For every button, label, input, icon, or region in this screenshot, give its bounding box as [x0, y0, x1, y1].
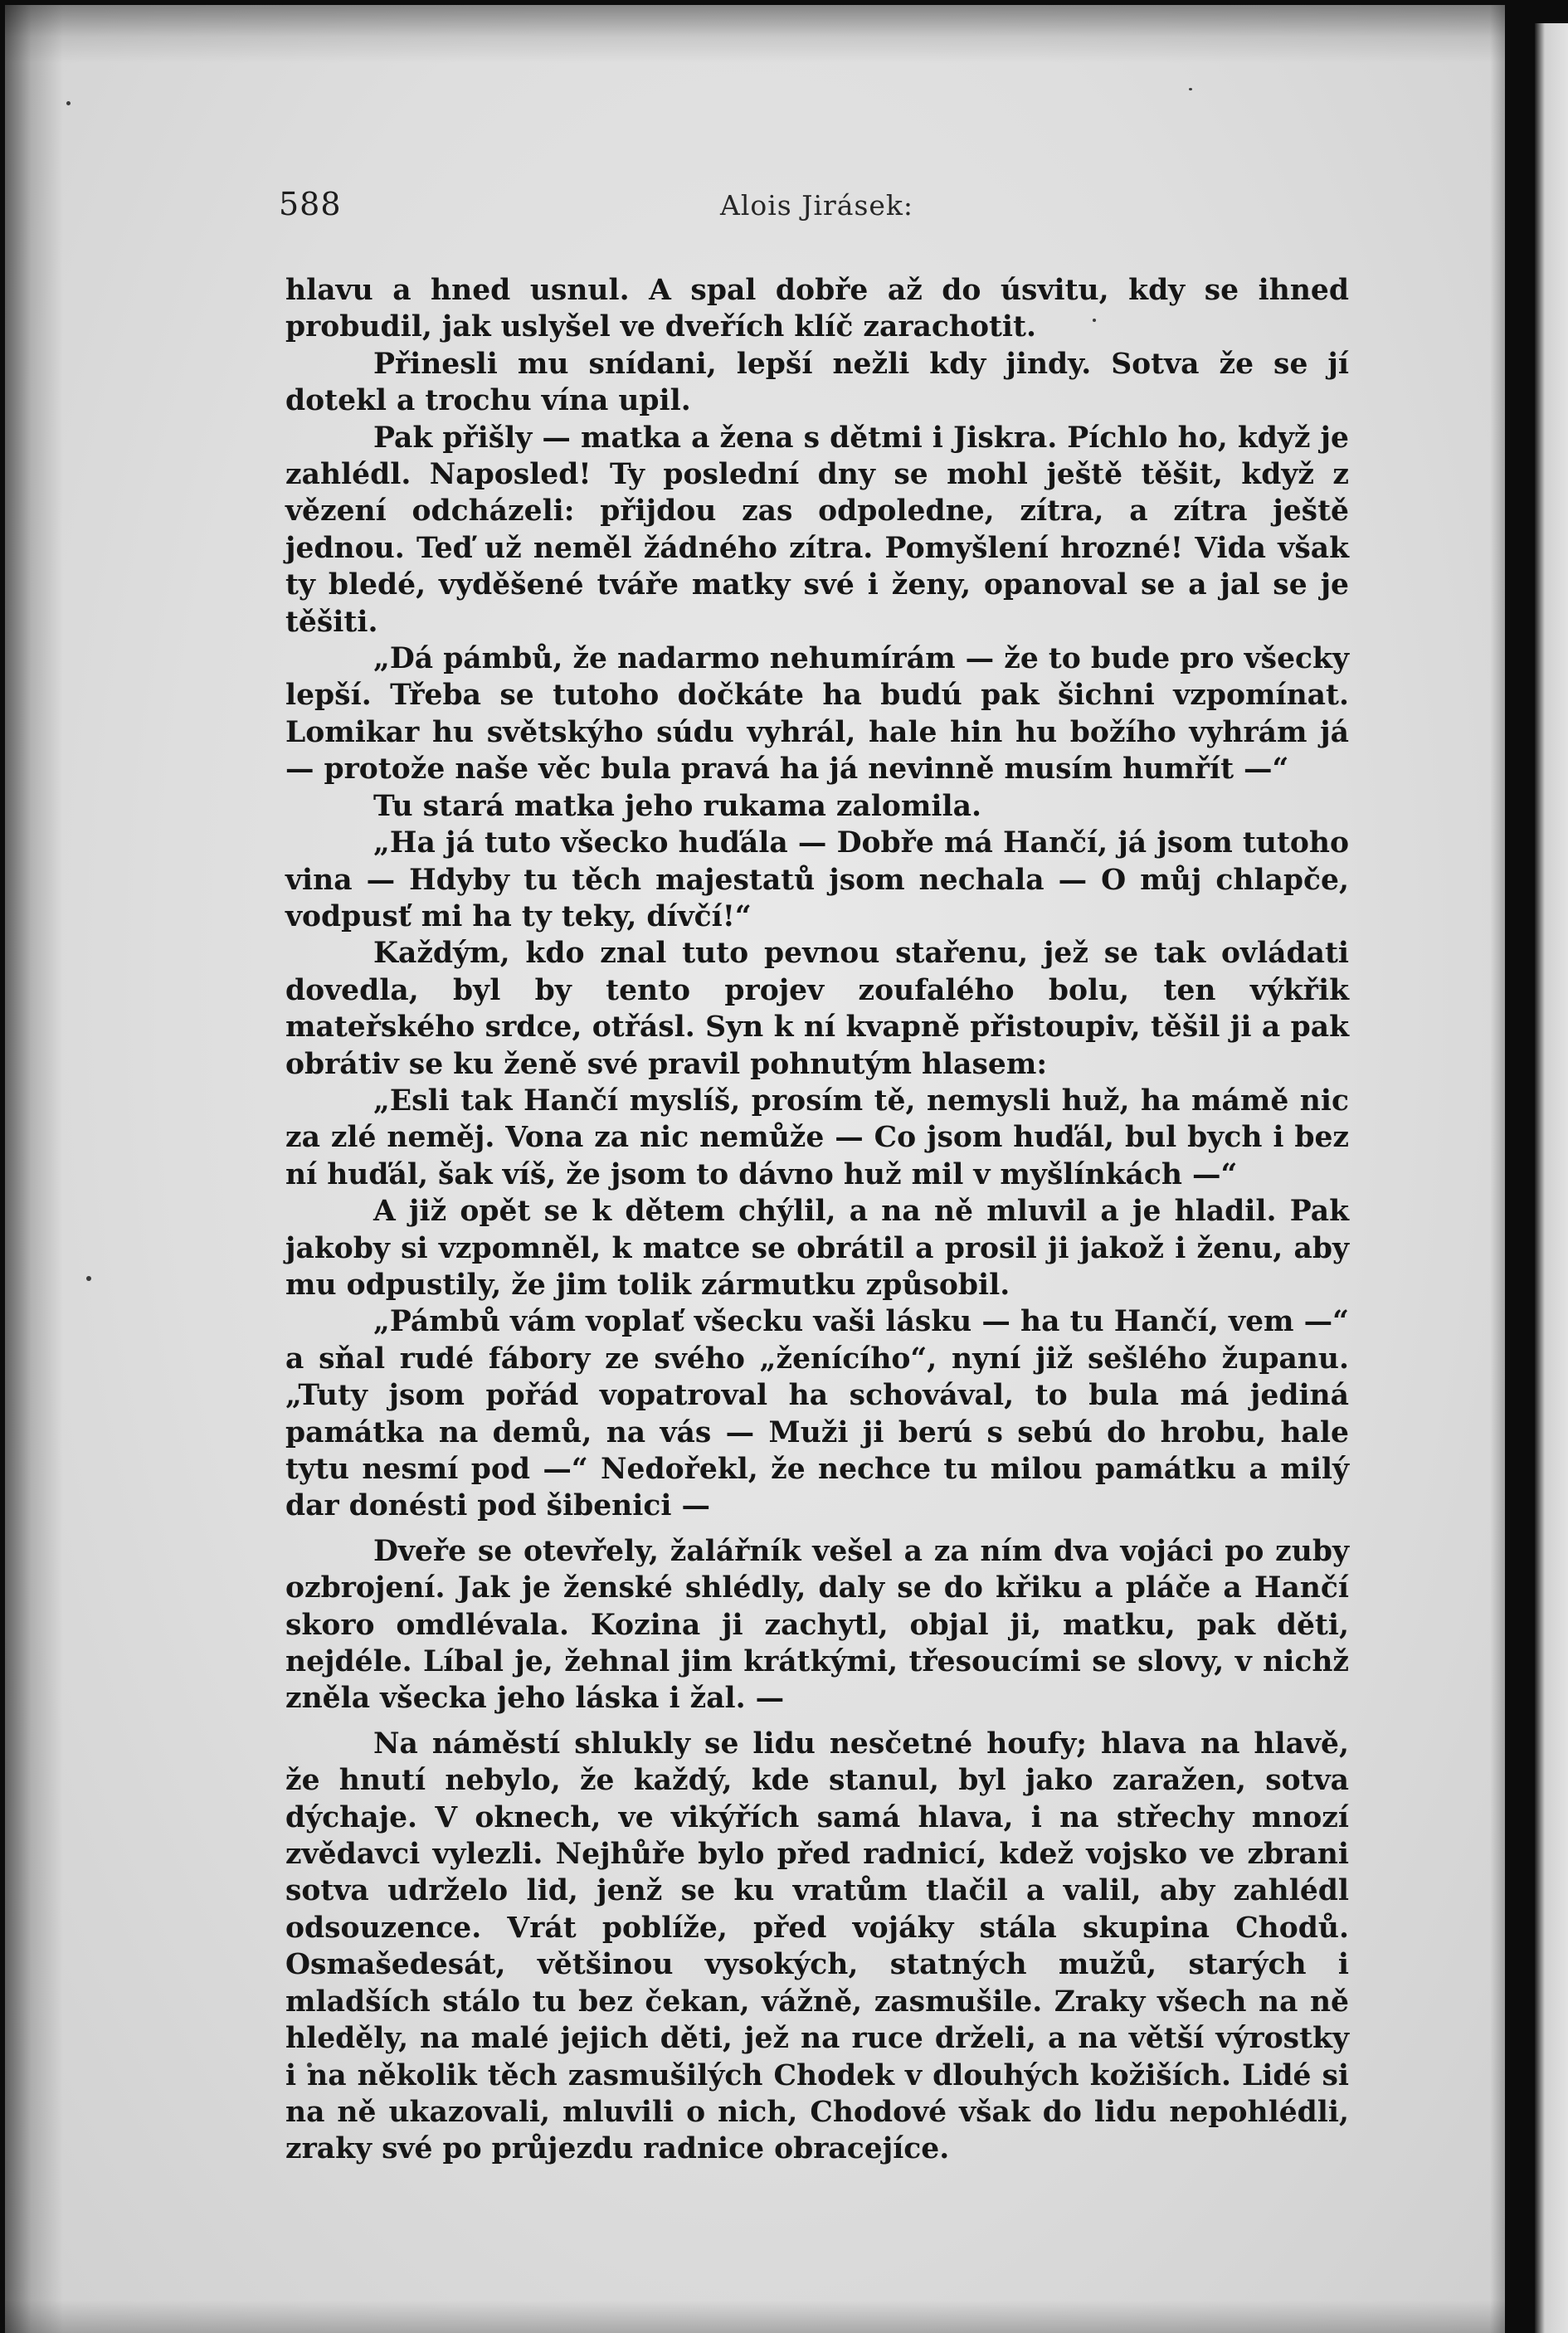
paragraph: Pak přišly — matka a žena s dětmi i Jiskra. Píchlo ho, když je zahlédl. Naposled! Ty poslední dny se mohl ještě těšit, když z vězení odcházeli: přijdou zas odpoledne, zítra, a zítra ještě jednou. Teď už neměl žádného zítra. Pomyšlení hrozné! Vida však ty bledé, vyděšené tváře matky své i ženy, opanoval se a jal se je těšiti. [285, 421, 1349, 639]
paragraph: Každým, kdo znal tuto pevnou stařenu, jež se tak ovládati dovedla, byl by tento projev zoufalého bolu, ten výkřik mateřského srdce, otřásl. Syn k ní kvapně přistoupiv, těšil ji a pak obrátiv se ku ženě své pravil pohnutým hlasem: [285, 937, 1349, 1081]
paragraph: hlavu a hned usnul. A spal dobře až do úsvitu, kdy se ihned probudil, jak uslyšel ve dveřích klíč zarachotit. [285, 274, 1349, 344]
paragraph: Tu stará matka jeho rukama zalomila. [373, 789, 981, 823]
paragraph: „Pámbů vám voplať všecku vaši lásku — ha tu Hančí, vem —“ a sňal rudé fábory ze svého „ženícího“, nyní již sešlého županu. „Tuty jsom pořád vopatroval ha schovával, to bula má jediná památka na demů, na vás — Muži ji berú s sebú do hrobu, hale tytu nesmí pod —“ Nedořekl, že nechce tu milou památku a milý dar donésti pod šibenici — [285, 1305, 1349, 1523]
dust-speck [66, 101, 71, 105]
page-shadow-right [1490, 5, 1505, 2333]
page-shadow-left [5, 5, 63, 2333]
paragraph: „Ha já tuto všecko huďála — Dobře má Hančí, já jsom tutoho vina — Hdyby tu těch majestatů jsom nechala — O můj chlapče, vodpusť mi ha ty teky, dívčí!“ [285, 826, 1349, 933]
paragraph: Na náměstí shlukly se lidu nesčetné houfy; hlava na hlavě, že hnutí nebylo, že každý, kde stanul, byl jako zaražen, sotva dýchaje. V oknech, ve vikýřích samá hlava, i na střechy mnozí zvědavci vylezli. Nejhůře bylo před radnicí, kdež vojsko ve zbrani sotva udrželo lid, jenž se ku vratům tlačil a valil, aby zahlédl odsouzence. Vrát poblíže, před vojáky stála skupina Chodů. Osmašedesát, většinou vysokých, statných mužů, starých i mladších stálo tu bez čekan, vážně, zasmušile. Zraky všech na ně hleděly, na malé jejich děti, jež na ruce drželi, a na větší výrostky i na několik těch zasmušilých Chodek v dlouhých kožiších. Lidé si na ně ukazovali, mluvili o nich, Chodové však do lidu nepohlédli, zraky své po průjezdu radnice obracejíce. [285, 1727, 1349, 2166]
paragraph: A již opět se k dětem chýlil, a na ně mluvil a je hladil. Pak jakoby si vzpomněl, k matce se obrátil a prosil ji jakož i ženu, aby mu odpustily, že jim tolik zármutku způsobil. [285, 1195, 1349, 1302]
paragraph: Dveře se otevřely, žalářník vešel a za ním dva vojáci po zuby ozbrojení. Jak je ženské shlédly, daly se do křiku a pláče a Hančí skoro omdlévala. Kozina ji zachytl, objal ji, matku, pak děti, nejdéle. Líbal je, žehnal jim krátkými, třesoucími se slovy, v nichž zněla všecka jeho láska i žal. — [285, 1534, 1349, 1716]
paragraph: „Esli tak Hančí myslíš, prosím tě, nemysli huž, ha mámě nic za zlé neměj. Vona za nic nemůže — Co jsom huďál, bul bych i bez ní huďál, šak víš, že jsom to dávno huž mil v myšlínkách —“ [285, 1084, 1349, 1191]
page-shadow-bottom [5, 2300, 1505, 2333]
page-shadow-top [5, 5, 1505, 63]
page-number: 588 [279, 186, 342, 222]
page-header [279, 186, 1341, 236]
adjacent-page-edge [1535, 23, 1568, 2333]
running-head: Alois Jirásek: [720, 189, 914, 222]
dust-speck [1189, 88, 1192, 90]
dust-speck [86, 1276, 91, 1281]
paragraph: Přinesli mu snídani, lepší nežli kdy jindy. Sotva že se jí dotekl a trochu vína upil. [285, 347, 1349, 418]
book-page [5, 5, 1505, 2333]
paragraph: „Dá pámbů, že nadarmo nehumírám — že to bude pro všecky lepší. Třeba se tutoho dočkáte ha budú pak šichni vzpomínat. Lomikar hu světskýho súdu vyhrál, hale hin hu božího vyhrám já — protože naše věc bula pravá ha já nevinně musím humřít —“ [285, 642, 1349, 787]
body-text [285, 272, 1349, 2168]
